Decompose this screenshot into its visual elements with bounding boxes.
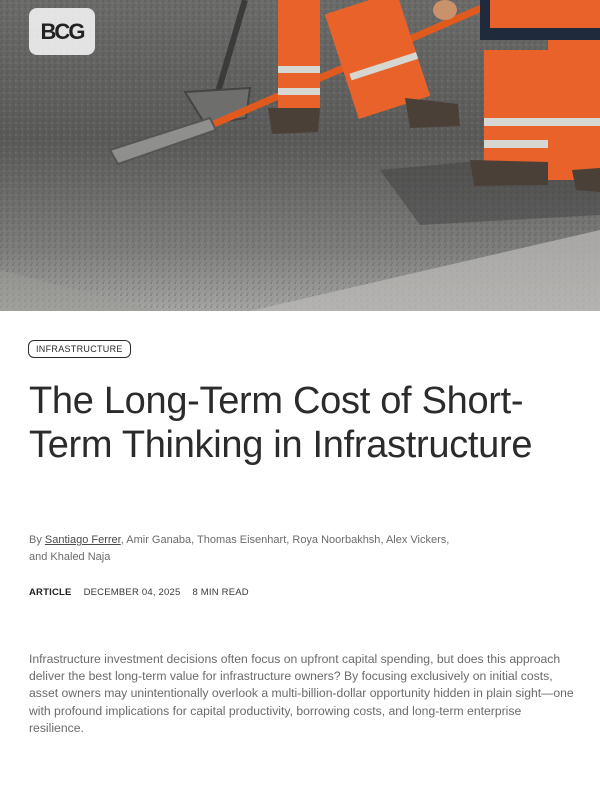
topic-tag[interactable]: INFRASTRUCTURE [28, 340, 131, 358]
logo-text: BCG [40, 18, 84, 44]
page-title: The Long-Term Cost of Short-Term Thinking in Infrastructure [29, 380, 533, 466]
author-name: Thomas Eisenhart [196, 534, 287, 546]
bcg-logo[interactable] [29, 8, 95, 55]
byline-prefix: By [29, 534, 45, 546]
author-link[interactable]: Santiago Ferrer [44, 534, 121, 546]
author-name: Alex Vickers [385, 534, 447, 546]
author-name: Roya Noorbakhsh [292, 534, 381, 546]
author-name: Khaled Naja [50, 551, 111, 563]
article-meta [29, 587, 249, 598]
hero-image [0, 0, 600, 311]
publish-date: DECEMBER 04, 2025 [83, 587, 181, 598]
article-summary: Infrastructure investment decisions often focus on upfront capital spending, but does this approach deliver the best long-term value for infrastructure owners? By focusing exclusively on initial costs, asset owners may unintentionally overlook a multi-billion-dollar opportunity hidden in plain sight—one with profound implications for capital productivity, borrowing costs, and long-term enterprise resilience. [29, 652, 574, 735]
byline: By Santiago Ferrer, Amir Ganaba, Thomas Eisenhart, Roya Noorbakhsh, Alex Vickers, and Khaled Naja [29, 534, 450, 563]
content-type: ARTICLE [29, 587, 72, 598]
read-time: 8 MIN READ [192, 587, 249, 598]
author-name: Amir Ganaba [126, 534, 192, 546]
